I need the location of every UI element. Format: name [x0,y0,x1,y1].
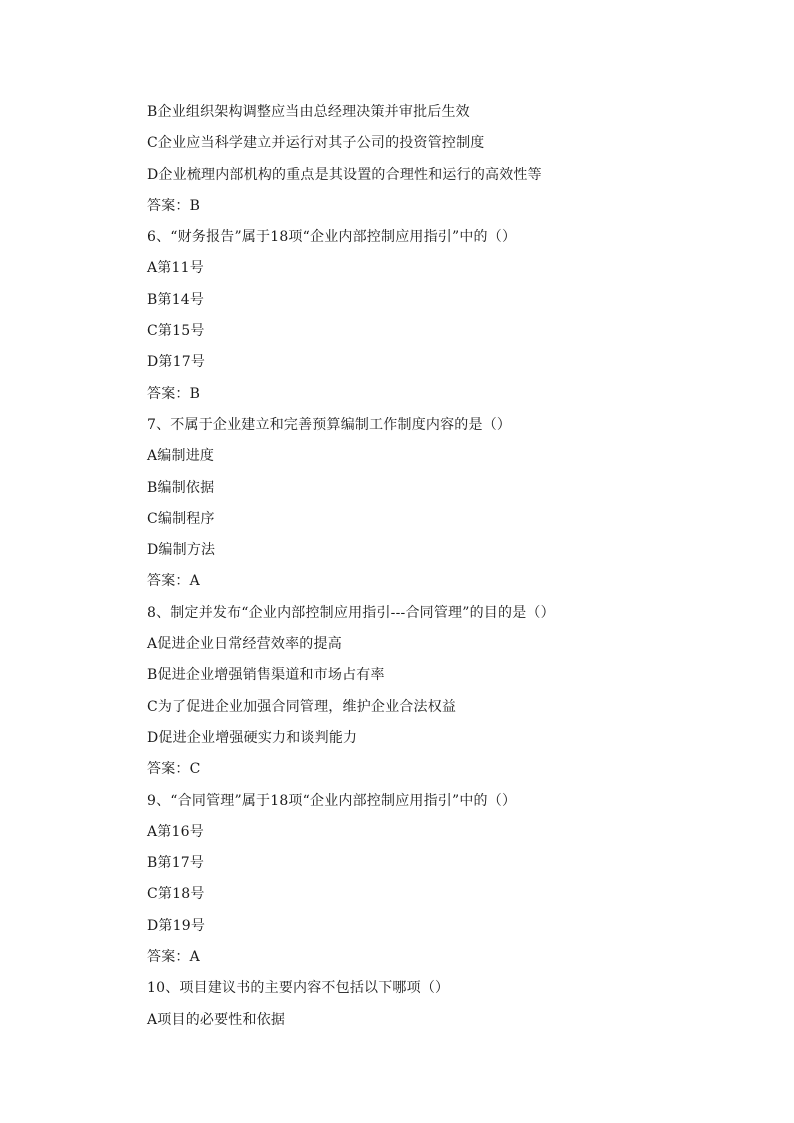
option-line: C为了促进企业加强合同管理，维护企业合法权益 [147,698,457,715]
answer-line: 答案：A [147,949,200,966]
option-line: D第19号 [147,917,206,934]
answer-line: 答案：B [147,385,201,402]
document-body [147,101,747,1040]
option-line: D编制方法 [147,542,216,559]
option-line: B促进企业增强销售渠道和市场占有率 [147,667,385,684]
question-line: 10、项目建议书的主要内容不包括以下哪项（） [147,980,450,997]
answer-line: 答案：C [147,761,201,778]
option-line: A第11号 [147,260,204,277]
question-line: 7、不属于企业建立和完善预算编制工作制度内容的是（） [147,416,512,433]
option-line: B编制依据 [147,479,215,496]
option-line: A项目的必要性和依据 [147,1011,286,1028]
question-line: 8、制定并发布“企业内部控制应用指引---合同管理”的目的是（） [147,604,555,621]
option-line: C企业应当科学建立并运行对其子公司的投资管控制度 [147,135,485,152]
option-line: A第16号 [147,823,204,840]
option-line: A促进企业日常经营效率的提高 [147,636,342,653]
option-line: B企业组织架构调整应当由总经理决策并审批后生效 [147,104,470,120]
option-line: C编制程序 [147,510,215,527]
question-line: 6、“财务报告”属于18项“企业内部控制应用指引”中的（） [147,229,517,246]
answer-line: 答案：A [147,573,200,590]
question-line: 9、“合同管理”属于18项“企业内部控制应用指引”中的（） [147,792,517,809]
option-line: C第18号 [147,886,205,903]
option-line: B第17号 [147,855,205,872]
option-line: D第17号 [147,354,206,371]
option-line: D促进企业增强硬实力和谈判能力 [147,729,358,746]
answer-line: 答案：B [147,197,201,214]
option-line: C第15号 [147,323,205,340]
option-line: D企业梳理内部机构的重点是其设置的合理性和运行的高效性等 [147,166,542,183]
option-line: B第14号 [147,291,205,308]
option-line: A编制进度 [147,448,215,465]
